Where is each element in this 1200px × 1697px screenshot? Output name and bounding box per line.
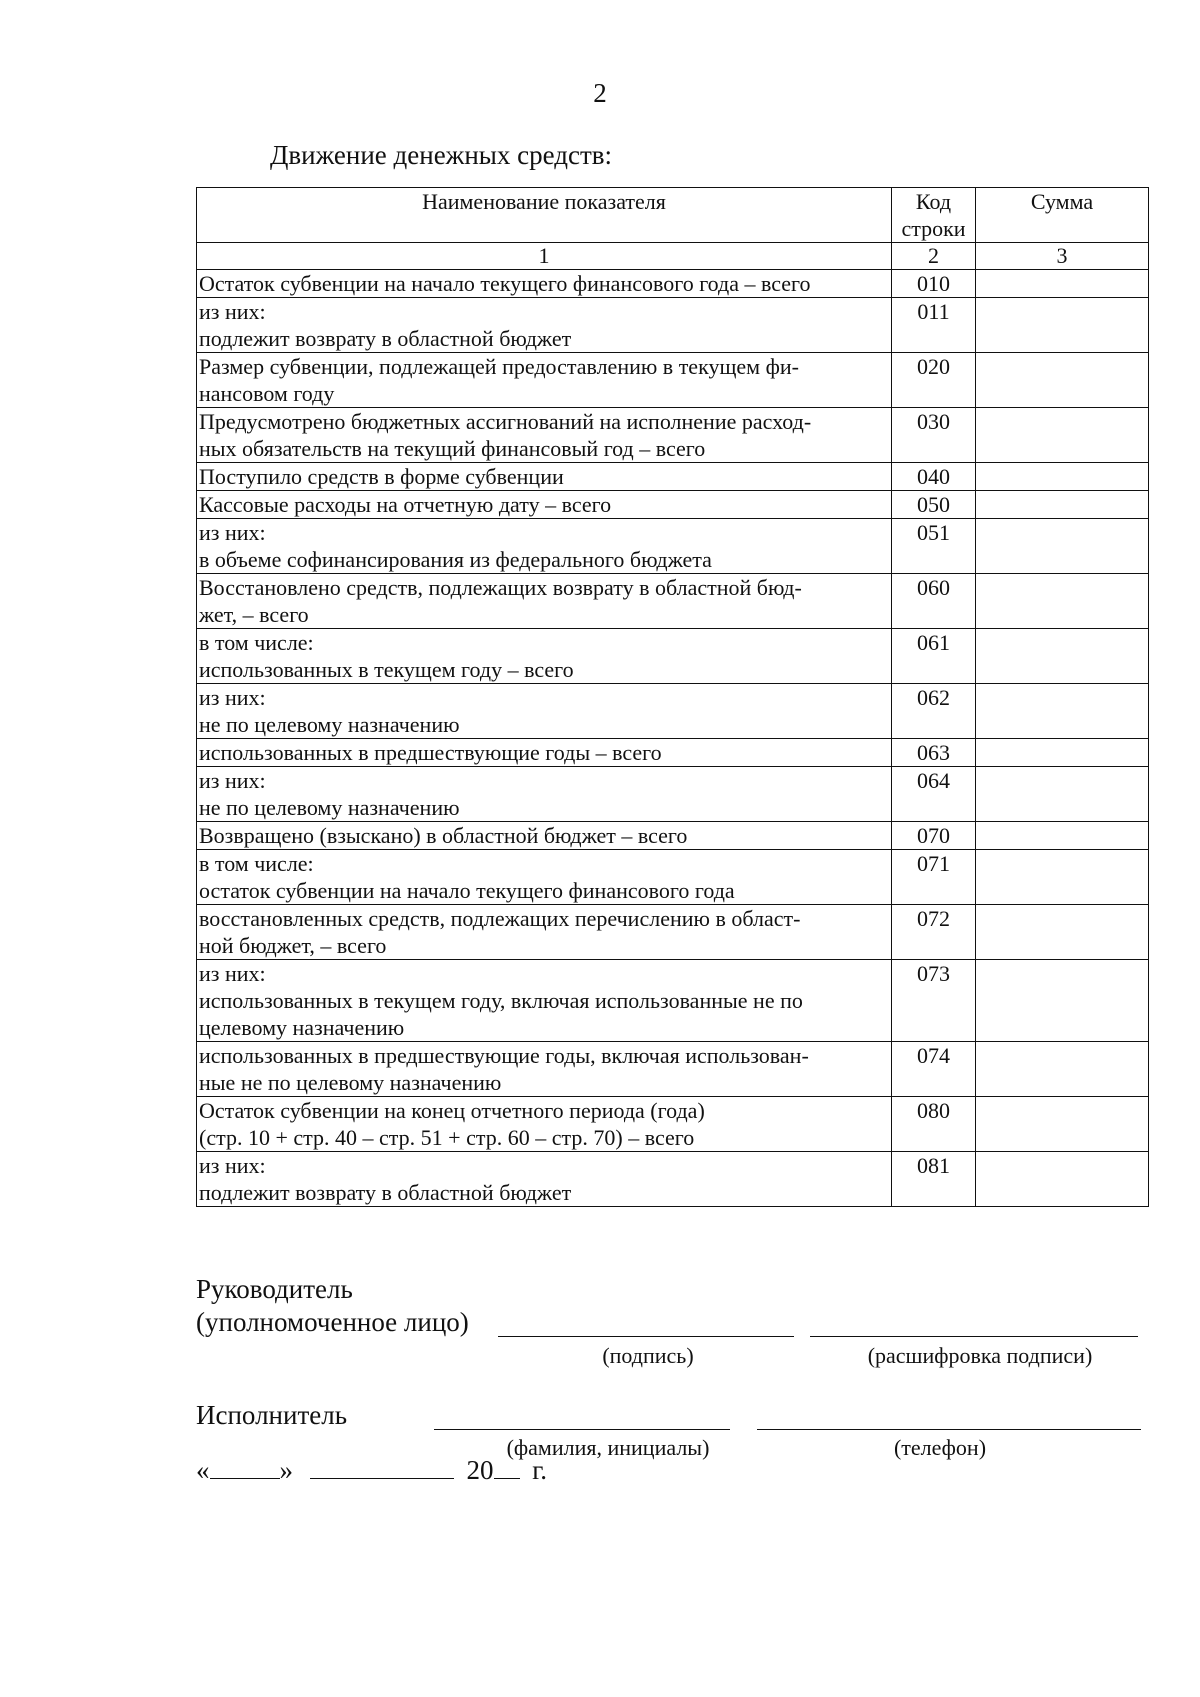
- table-row: [197, 519, 1149, 574]
- page-number: 2: [593, 78, 607, 108]
- indicator-name: [197, 298, 892, 353]
- row-code: 010: [892, 270, 976, 298]
- indicator-name: [197, 519, 892, 574]
- indicator-line: ных обязательств на текущий финансовый год – всего: [199, 436, 706, 461]
- indicator-name: [197, 629, 892, 684]
- indicator-line: использованных в текущем году, включая использованные не по: [199, 988, 803, 1013]
- indicator-line: Предусмотрено бюджетных ассигнований на исполнение расход-: [199, 409, 812, 434]
- indicator-line: в объеме софинансирования из федерального бюджета: [199, 547, 712, 572]
- indicator-line: восстановленных средств, подлежащих перечислению в област-: [199, 906, 801, 931]
- indicator-line: жет, – всего: [199, 602, 309, 627]
- header-sum: [976, 188, 1149, 243]
- indicator-name: [197, 1097, 892, 1152]
- column-number-3: 3: [976, 243, 1149, 270]
- table-row: [197, 850, 1149, 905]
- table-row: [197, 463, 1149, 491]
- table-row: [197, 1042, 1149, 1097]
- row-sum-cell[interactable]: [976, 739, 1149, 767]
- row-sum-cell[interactable]: [976, 767, 1149, 822]
- head-title: Руководитель: [196, 1274, 353, 1304]
- row-code: 064: [892, 767, 976, 822]
- date-year-suffix: г.: [532, 1455, 548, 1485]
- date-line: [196, 1455, 547, 1486]
- row-sum-cell[interactable]: [976, 850, 1149, 905]
- executor-caption-name: (фамилия, инициалы): [506, 1435, 710, 1460]
- indicator-line: не по целевому назначению: [199, 795, 460, 820]
- indicator-line: ные не по целевому назначению: [199, 1070, 502, 1095]
- row-sum-cell[interactable]: [976, 960, 1149, 1042]
- row-sum-cell[interactable]: [976, 491, 1149, 519]
- row-sum-cell[interactable]: [976, 1042, 1149, 1097]
- table-row: [197, 960, 1149, 1042]
- indicator-name: [197, 850, 892, 905]
- row-sum-cell[interactable]: [976, 298, 1149, 353]
- table-row: [197, 767, 1149, 822]
- row-sum-cell[interactable]: [976, 905, 1149, 960]
- table-row: [197, 905, 1149, 960]
- date-close-quote: »: [279, 1455, 293, 1485]
- table-row: [197, 353, 1149, 408]
- date-year-prefix: 20: [466, 1455, 494, 1485]
- row-sum-cell[interactable]: [976, 629, 1149, 684]
- indicator-name: [197, 1042, 892, 1097]
- row-sum-cell[interactable]: [976, 519, 1149, 574]
- indicator-line: Размер субвенции, подлежащей предоставлению в текущем фи-: [199, 354, 799, 379]
- table-row: [197, 1152, 1149, 1207]
- row-code: 060: [892, 574, 976, 629]
- row-code: 080: [892, 1097, 976, 1152]
- cash-flow-table: [196, 187, 1149, 1207]
- row-code: 072: [892, 905, 976, 960]
- executor-title: Исполнитель: [196, 1400, 348, 1430]
- row-code: 020: [892, 353, 976, 408]
- indicator-line: остаток субвенции на начало текущего финансового года: [199, 878, 735, 903]
- indicator-name: [197, 270, 892, 298]
- column-number-2: 2: [892, 243, 976, 270]
- indicator-line: из них:: [199, 1153, 266, 1178]
- row-sum-cell[interactable]: [976, 463, 1149, 491]
- indicator-line: в том числе:: [199, 851, 314, 876]
- head-signature-field[interactable]: [498, 1336, 794, 1337]
- executor-caption-phone: (телефон): [893, 1435, 987, 1460]
- table-row: [197, 629, 1149, 684]
- head-caption-decoding: (расшифровка подписи): [867, 1343, 1093, 1368]
- header-code: [892, 188, 976, 243]
- table-row: [197, 684, 1149, 739]
- indicator-line: из них:: [199, 520, 266, 545]
- row-code: 011: [892, 298, 976, 353]
- indicator-line: в том числе:: [199, 630, 314, 655]
- table-row: [197, 739, 1149, 767]
- indicator-line: из них:: [199, 768, 266, 793]
- row-code: 030: [892, 408, 976, 463]
- header-name-text: Наименование показателя: [422, 189, 666, 214]
- indicator-name: [197, 353, 892, 408]
- indicator-name: [197, 1152, 892, 1207]
- indicator-line: Кассовые расходы на отчетную дату – всего: [199, 492, 612, 517]
- row-code: 051: [892, 519, 976, 574]
- row-code: 062: [892, 684, 976, 739]
- row-code: 071: [892, 850, 976, 905]
- row-code: 040: [892, 463, 976, 491]
- indicator-line: использованных в предшествующие годы, включая использован-: [199, 1043, 809, 1068]
- date-open-quote: «: [196, 1455, 210, 1485]
- section-heading: Движение денежных средств:: [270, 140, 613, 170]
- row-sum-cell[interactable]: [976, 270, 1149, 298]
- table-header-row: [197, 188, 1149, 243]
- table-row: [197, 1097, 1149, 1152]
- table-row: [197, 408, 1149, 463]
- row-sum-cell[interactable]: [976, 353, 1149, 408]
- row-sum-cell[interactable]: [976, 684, 1149, 739]
- row-sum-cell[interactable]: [976, 1097, 1149, 1152]
- executor-name-field[interactable]: [434, 1429, 730, 1430]
- header-code-line-2: строки: [901, 216, 966, 241]
- row-sum-cell[interactable]: [976, 408, 1149, 463]
- indicator-name: [197, 822, 892, 850]
- indicator-line: использованных в предшествующие годы – всего: [199, 740, 662, 765]
- head-subtitle: (уполномоченное лицо): [196, 1307, 469, 1337]
- head-caption-signature: (подпись): [602, 1343, 694, 1368]
- indicator-name: [197, 739, 892, 767]
- indicator-line: (стр. 10 + стр. 40 – стр. 51 + стр. 60 – стр. 70) – всего: [199, 1125, 695, 1150]
- date-year-field[interactable]: [494, 1456, 520, 1479]
- date-month-field[interactable]: [310, 1456, 454, 1479]
- executor-phone-field[interactable]: [757, 1429, 1141, 1430]
- indicator-line: целевому назначению: [199, 1015, 405, 1040]
- indicator-line: ной бюджет, – всего: [199, 933, 387, 958]
- indicator-name: [197, 960, 892, 1042]
- row-code: 073: [892, 960, 976, 1042]
- indicator-line: нансовом году: [199, 381, 335, 406]
- table-row: [197, 298, 1149, 353]
- row-code: 061: [892, 629, 976, 684]
- row-sum-cell[interactable]: [976, 822, 1149, 850]
- indicator-line: подлежит возврату в областной бюджет: [199, 1180, 572, 1205]
- row-code: 050: [892, 491, 976, 519]
- indicator-line: из них:: [199, 961, 266, 986]
- row-code: 070: [892, 822, 976, 850]
- indicator-name: [197, 684, 892, 739]
- head-decoding-field[interactable]: [810, 1336, 1138, 1337]
- row-sum-cell[interactable]: [976, 1152, 1149, 1207]
- indicator-line: Остаток субвенции на конец отчетного периода (года): [199, 1098, 705, 1123]
- indicator-line: Возвращено (взыскано) в областной бюджет – всего: [199, 823, 688, 848]
- indicator-line: Остаток субвенции на начало текущего финансового года – всего: [199, 271, 811, 296]
- indicator-name: [197, 463, 892, 491]
- row-code: 081: [892, 1152, 976, 1207]
- indicator-name: [197, 491, 892, 519]
- indicator-line: не по целевому назначению: [199, 712, 460, 737]
- date-day-field[interactable]: [210, 1456, 280, 1479]
- header-name: [197, 188, 892, 243]
- row-code: 063: [892, 739, 976, 767]
- table-row: [197, 270, 1149, 298]
- table-row: [197, 491, 1149, 519]
- indicator-line: из них:: [199, 685, 266, 710]
- indicator-name: [197, 905, 892, 960]
- indicator-name: [197, 408, 892, 463]
- column-number-1: 1: [197, 243, 892, 270]
- indicator-line: Поступило средств в форме субвенции: [199, 464, 564, 489]
- table-row: [197, 574, 1149, 629]
- indicator-line: из них:: [199, 299, 266, 324]
- indicator-line: Восстановлено средств, подлежащих возврату в областной бюд-: [199, 575, 802, 600]
- column-number-row: [197, 243, 1149, 270]
- header-sum-text: Сумма: [1030, 189, 1094, 214]
- indicator-name: [197, 767, 892, 822]
- indicator-name: [197, 574, 892, 629]
- indicator-line: подлежит возврату в областной бюджет: [199, 326, 572, 351]
- row-sum-cell[interactable]: [976, 574, 1149, 629]
- indicator-line: использованных в текущем году – всего: [199, 657, 574, 682]
- header-code-line-1: Код: [915, 189, 952, 214]
- table-row: [197, 822, 1149, 850]
- row-code: 074: [892, 1042, 976, 1097]
